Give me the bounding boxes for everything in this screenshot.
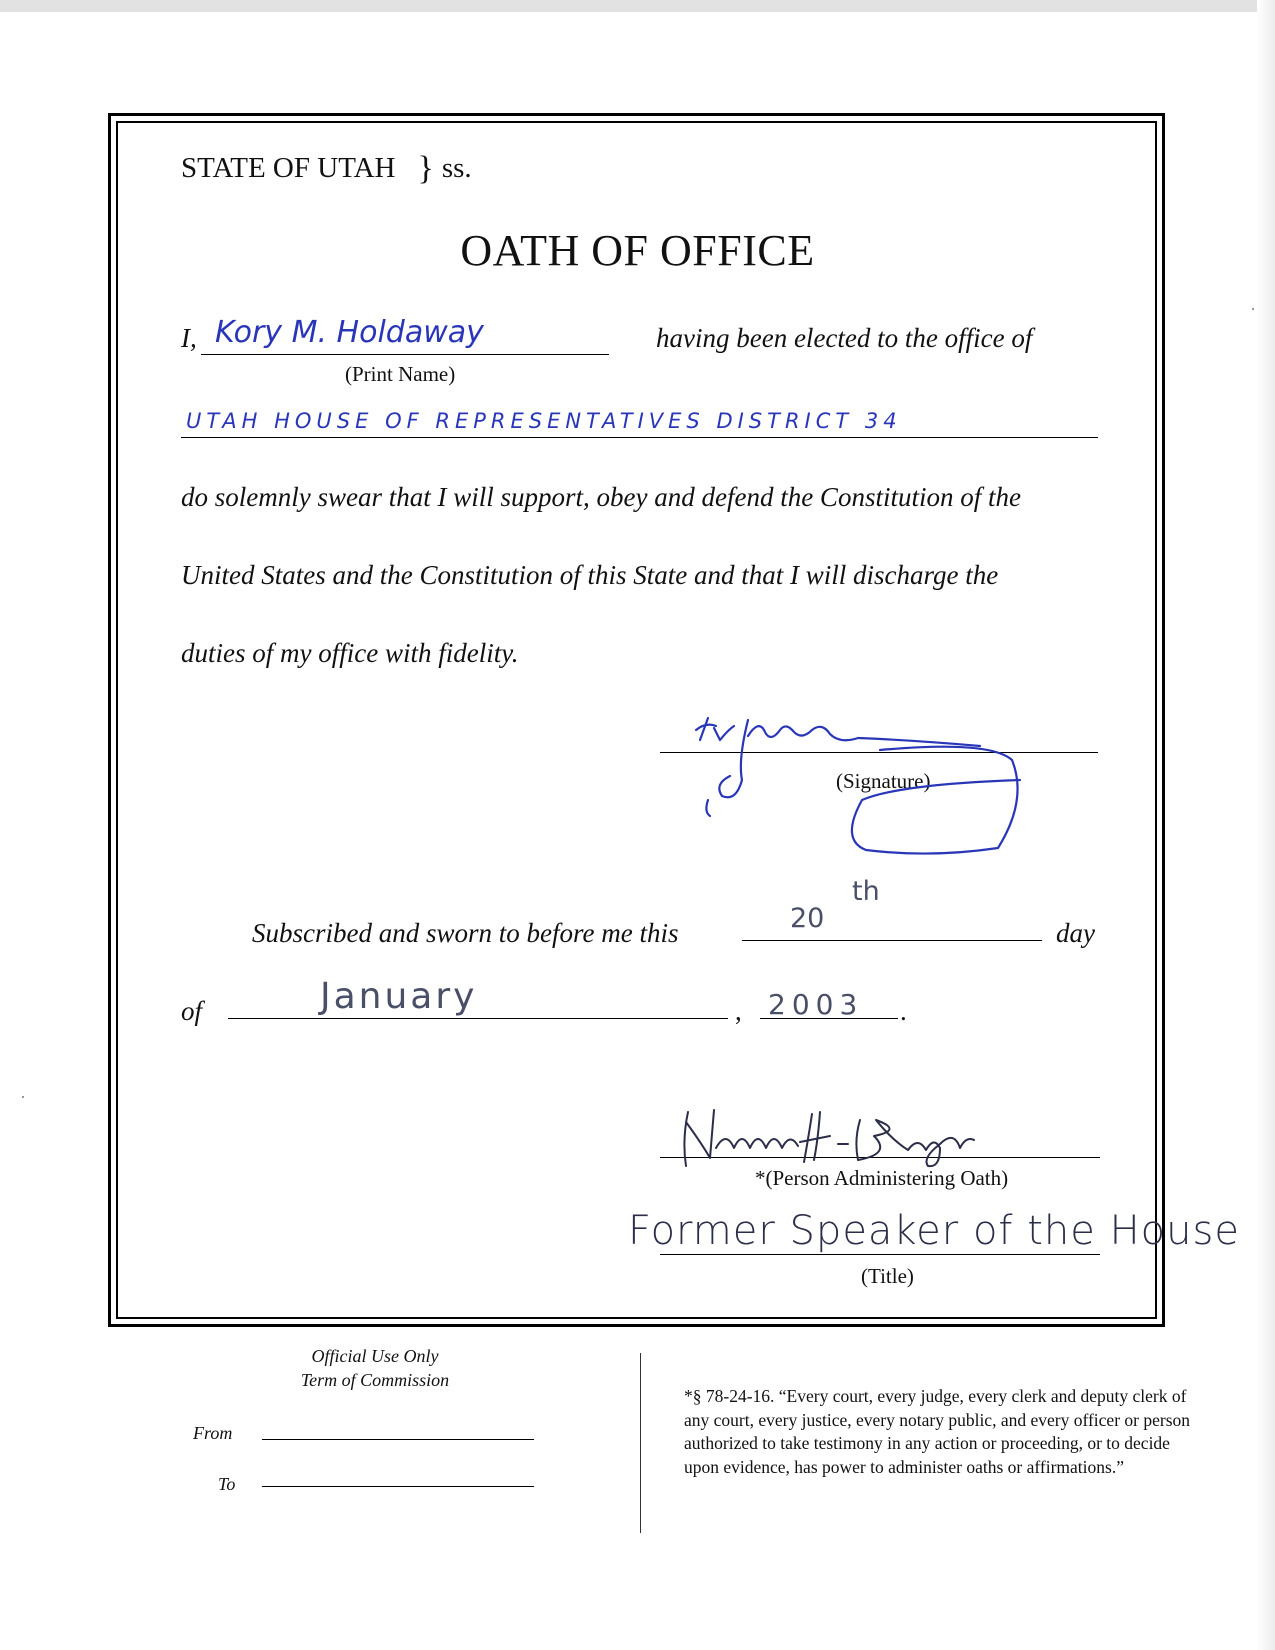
oath-pronoun: I, xyxy=(181,323,197,353)
state-heading xyxy=(181,150,472,188)
state-name: STATE OF UTAH xyxy=(181,152,396,184)
administrator-signature-mark xyxy=(678,1100,1018,1175)
office-line xyxy=(181,437,1098,438)
print-name-value: Kory M. Holdaway xyxy=(215,315,484,350)
of-label: of xyxy=(181,996,203,1026)
oath-line-1: do solemnly swear that I will support, obey and defend the Constitution of the xyxy=(181,482,1021,512)
day-value: 20 xyxy=(790,903,825,934)
statute-footnote: *§ 78-24-16. “Every court, every judge, every clerk and deputy clerk of any court, every justice, every notary public, and every officer or person authorized to take testimony in any action or proceeding, or to decide upon evidence, has power to administer oaths or affirmations.” xyxy=(684,1386,1191,1477)
month-value: January xyxy=(320,976,478,1017)
to-label: To xyxy=(218,1474,236,1494)
signature-caption: (Signature) xyxy=(836,769,931,793)
footer-divider xyxy=(640,1353,641,1533)
from-label: From xyxy=(193,1423,233,1443)
date-comma: , xyxy=(735,996,742,1026)
print-name-line xyxy=(201,354,609,355)
title-value: Former Speaker of the House xyxy=(628,1208,1240,1254)
ss-abbrev: ss. xyxy=(441,152,472,184)
scan-edge-top xyxy=(0,0,1275,12)
official-use-heading: Official Use Only xyxy=(311,1346,439,1366)
year-value: 2003 xyxy=(768,988,864,1021)
brace-glyph: } xyxy=(417,150,434,187)
day-line xyxy=(742,940,1042,941)
oath-line-2: United States and the Constitution of this State and that I will discharge the xyxy=(181,560,999,590)
title-line xyxy=(660,1254,1100,1255)
term-of-commission-heading: Term of Commission xyxy=(300,1370,450,1390)
title-caption: (Title) xyxy=(861,1264,914,1288)
elected-text: having been elected to the office of xyxy=(656,323,1033,353)
scan-speck xyxy=(1252,308,1254,310)
document-title: OATH OF OFFICE xyxy=(460,226,815,275)
oath-line-3: duties of my office with fidelity. xyxy=(181,638,519,668)
date-period: . xyxy=(900,996,907,1026)
print-name-caption: (Print Name) xyxy=(345,362,456,386)
from-field-line xyxy=(262,1439,534,1440)
month-line xyxy=(228,1018,728,1019)
day-label: day xyxy=(1056,918,1095,948)
to-field-line xyxy=(262,1486,534,1487)
day-suffix: th xyxy=(852,876,880,907)
sworn-text: Subscribed and sworn to before me this xyxy=(252,918,679,948)
scan-speck xyxy=(22,1096,24,1098)
office-value: UTAH HOUSE OF REPRESENTATIVES DISTRICT 34 xyxy=(186,409,902,433)
holder-signature-mark xyxy=(690,700,1050,860)
administrator-caption: *(Person Administering Oath) xyxy=(755,1166,1009,1190)
